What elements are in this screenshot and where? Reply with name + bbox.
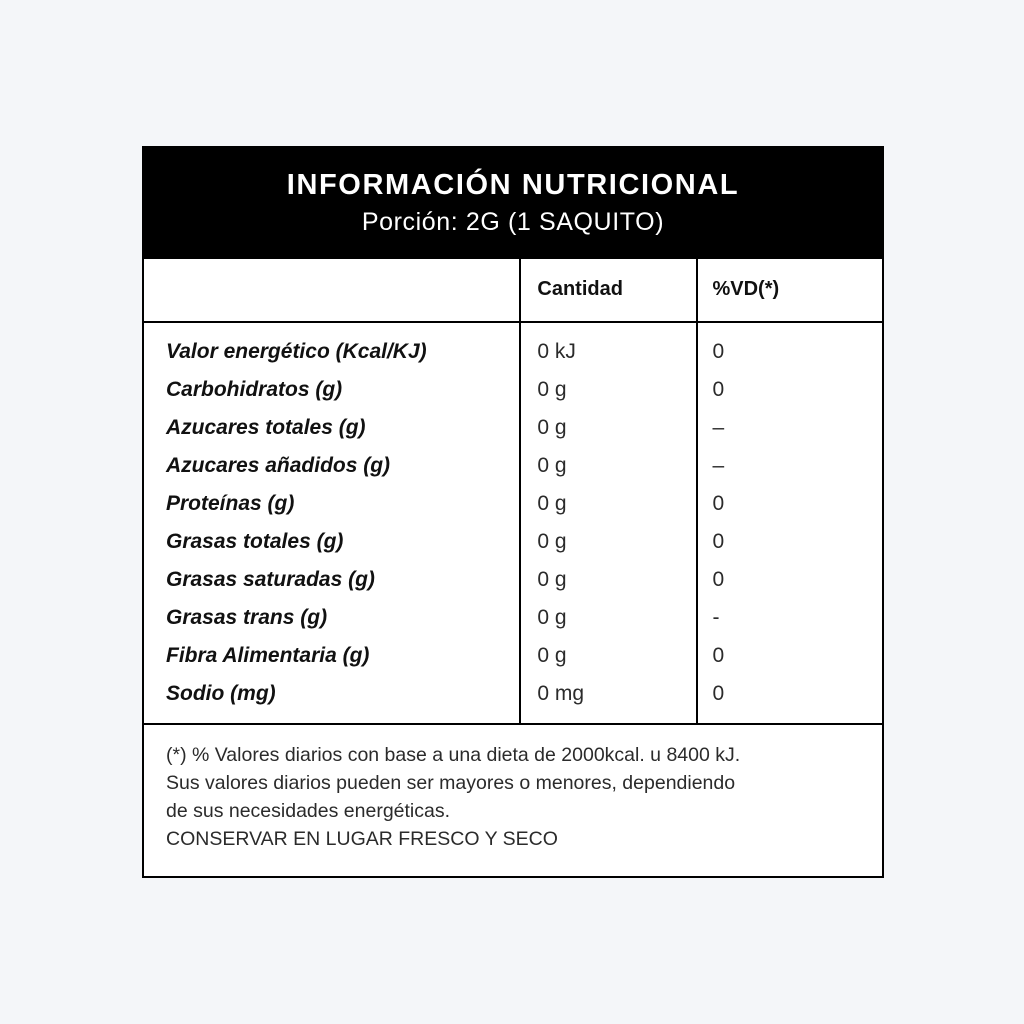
page-title: INFORMACIÓN NUTRICIONAL xyxy=(286,169,740,201)
nutrition-facts-panel xyxy=(142,146,884,878)
table-row xyxy=(144,371,882,409)
nutrient-daily-value: – xyxy=(712,415,725,439)
nutrient-name: Grasas trans (g) xyxy=(144,599,520,637)
nutrient-name: Sodio (mg) xyxy=(144,675,520,723)
footnote-block xyxy=(144,723,882,876)
table-row xyxy=(144,447,882,485)
nutrient-daily-value: 0 xyxy=(712,567,725,591)
table-row xyxy=(144,523,882,561)
nutrient-name: Proteínas (g) xyxy=(144,485,520,523)
label-header xyxy=(144,148,882,259)
table-row xyxy=(144,322,882,371)
nutrient-daily-value: 0 xyxy=(712,339,725,363)
table-header-row xyxy=(144,259,882,322)
nutrient-amount: 0 g xyxy=(520,485,697,523)
nutrient-name: Grasas saturadas (g) xyxy=(144,561,520,599)
nutrition-table xyxy=(144,259,882,723)
footnote-line: (*) % Valores diarios con base a una dieta de 2000kcal. u 8400 kJ. xyxy=(166,743,741,766)
nutrient-amount: 0 g xyxy=(520,447,697,485)
nutrient-amount: 0 kJ xyxy=(520,322,697,371)
table-body xyxy=(144,322,882,723)
column-header-amount: Cantidad xyxy=(520,259,697,322)
table-row xyxy=(144,637,882,675)
nutrient-name: Azucares añadidos (g) xyxy=(144,447,520,485)
footnote-line: Sus valores diarios pueden ser mayores o menores, dependiendo xyxy=(166,771,736,794)
table-row xyxy=(144,485,882,523)
nutrient-daily-value: 0 xyxy=(712,377,725,401)
nutrient-daily-value: 0 xyxy=(712,643,725,667)
nutrient-name: Azucares totales (g) xyxy=(144,409,520,447)
nutrient-name: Carbohidratos (g) xyxy=(144,371,520,409)
table-row xyxy=(144,409,882,447)
nutrient-daily-value: - xyxy=(712,605,720,629)
nutrient-name: Valor energético (Kcal/KJ) xyxy=(144,322,520,371)
nutrient-name: Fibra Alimentaria (g) xyxy=(144,637,520,675)
nutrient-amount: 0 g xyxy=(520,599,697,637)
table-header xyxy=(144,259,882,322)
nutrient-amount: 0 g xyxy=(520,561,697,599)
nutrient-amount: 0 g xyxy=(520,371,697,409)
footnote-line: de sus necesidades energéticas. xyxy=(166,800,451,823)
nutrient-daily-value: 0 xyxy=(712,491,725,515)
column-header-nutrient xyxy=(144,259,520,322)
storage-instruction: CONSERVAR EN LUGAR FRESCO Y SECO xyxy=(166,828,558,851)
table-row xyxy=(144,561,882,599)
nutrient-amount: 0 g xyxy=(520,409,697,447)
table-row xyxy=(144,599,882,637)
nutrient-daily-value: – xyxy=(712,453,725,477)
portion-size: Porción: 2G (1 SAQUITO) xyxy=(361,207,665,236)
nutrient-daily-value: 0 xyxy=(712,529,725,553)
nutrient-daily-value: 0 xyxy=(712,681,725,705)
column-header-daily-value: %VD(*) xyxy=(697,259,882,322)
nutrient-amount: 0 g xyxy=(520,523,697,561)
nutrient-amount: 0 mg xyxy=(520,675,697,723)
table-row xyxy=(144,675,882,723)
nutrient-amount: 0 g xyxy=(520,637,697,675)
nutrient-name: Grasas totales (g) xyxy=(144,523,520,561)
